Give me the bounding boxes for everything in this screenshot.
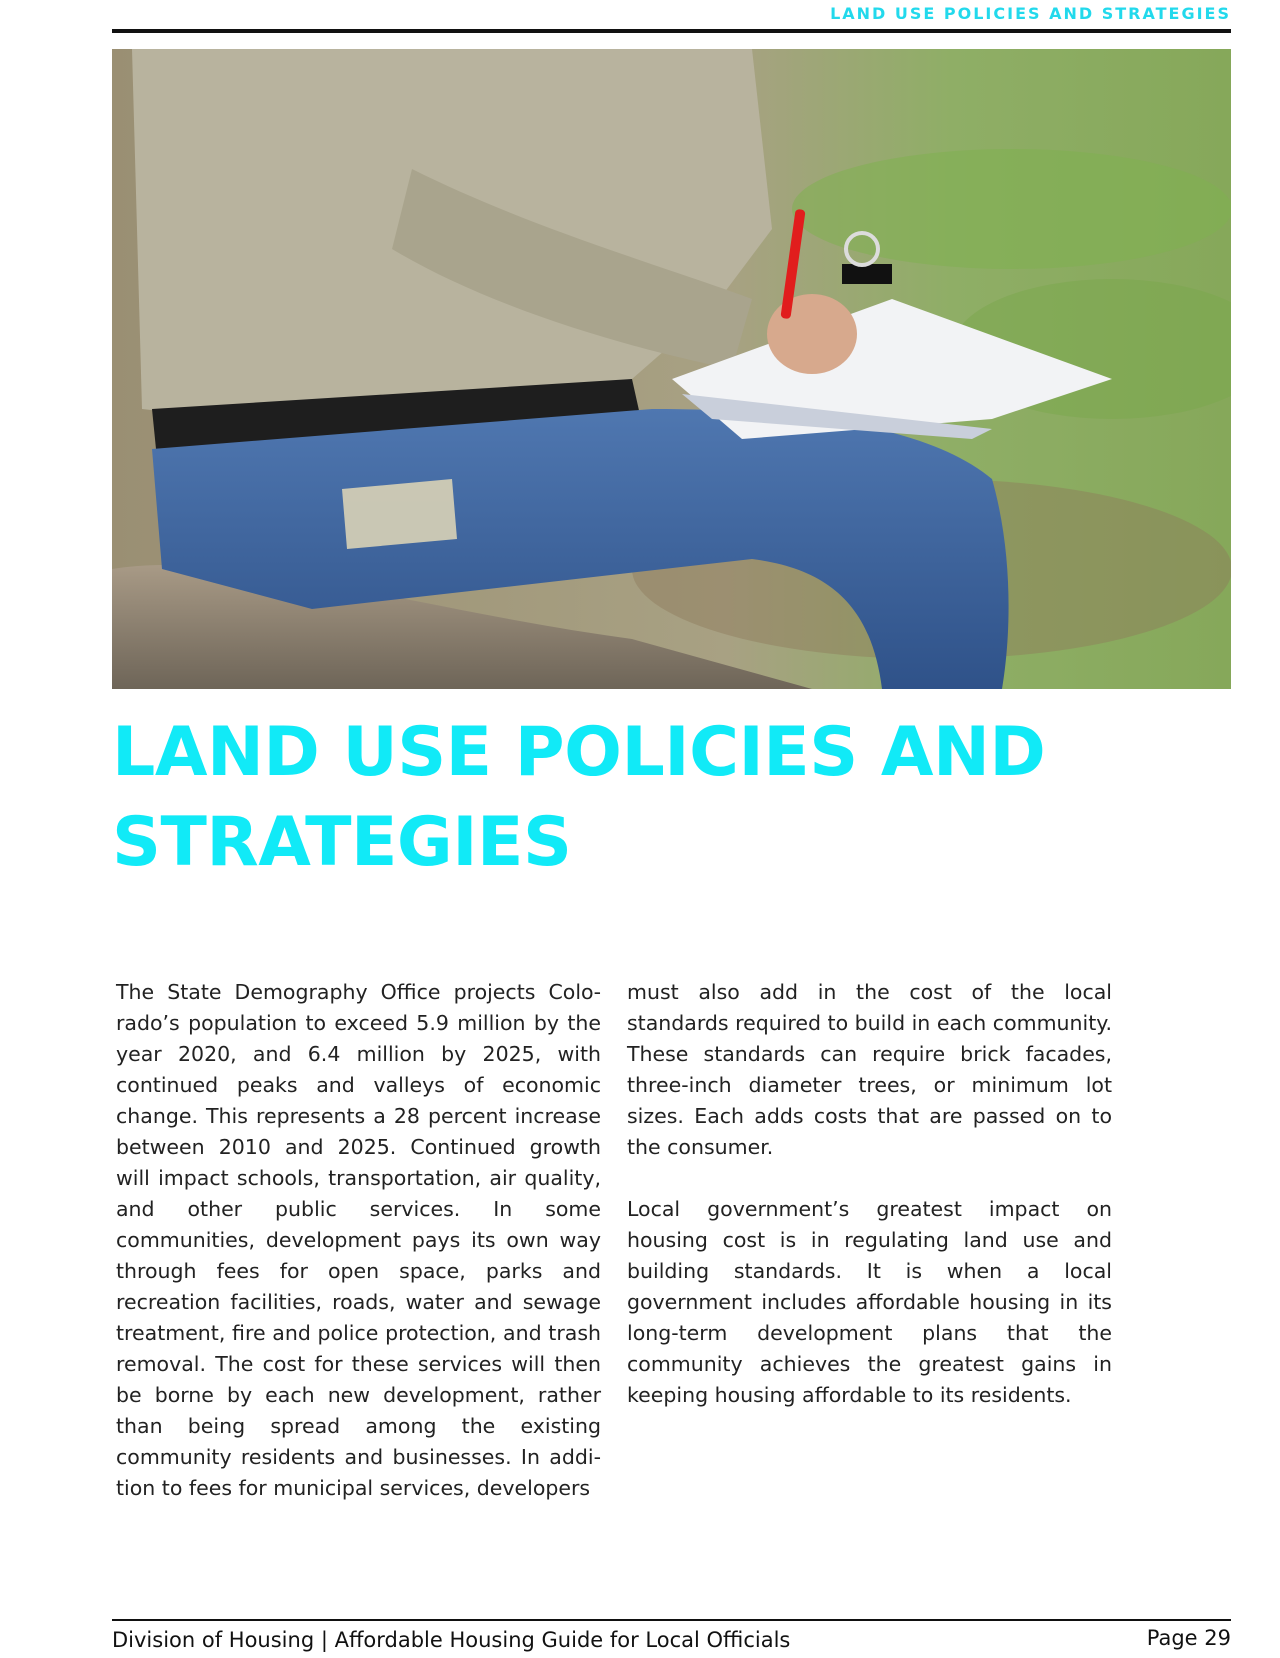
page-title	[112, 708, 1112, 888]
hero-photo	[112, 49, 1231, 689]
page-title-line-1: LAND USE POLICIES AND	[112, 713, 1046, 792]
footer-publication: Division of Housing | Affordable Housing Guide for Local Officials	[112, 1628, 791, 1652]
body-column-left	[116, 977, 601, 1535]
running-header-title: LAND USE POLICIES AND STRATEGIES	[830, 4, 1231, 23]
page-footer	[112, 1619, 1231, 1658]
body-paragraph: Local government’s greatest impact on housing cost is in regulating land use and building standards. It is when a local government includes affordable housing in its long-term development plans that the community achieves the greatest gains in keeping housing affordable to its residents.	[627, 1197, 1112, 1407]
body-paragraph: must also add in the cost of the local standards required to build in each community. These standards can require brick facades, three-inch diameter trees, or minimum lot sizes. Each adds costs that are passed on to the consumer.	[627, 980, 1112, 1159]
page-title-line-2: STRATEGIES	[112, 803, 572, 882]
running-header	[112, 0, 1231, 33]
photo-illustration	[112, 49, 1231, 689]
page-number: Page 29	[1146, 1626, 1231, 1650]
body-paragraph: The State Demography Office projects Colorado’s population to exceed 5.9 million by the year 2020, and 6.4 million by 2025, with continued peaks and valleys of economic change. This represents a 28 percent increase between 2010 and 2025. Continued growth will impact schools, transportation, air quality, and other public services. In some communities, development pays its own way through fees for open space, parks and recreation facilities, roads, water and sewage treatment, fire and police protection, and trash removal. The cost for these services will then be borne by each new development, rather than being spread among the existing community residents and businesses. In addition to fees for municipal services, developers	[116, 980, 601, 1500]
body-column-right	[627, 977, 1112, 1442]
